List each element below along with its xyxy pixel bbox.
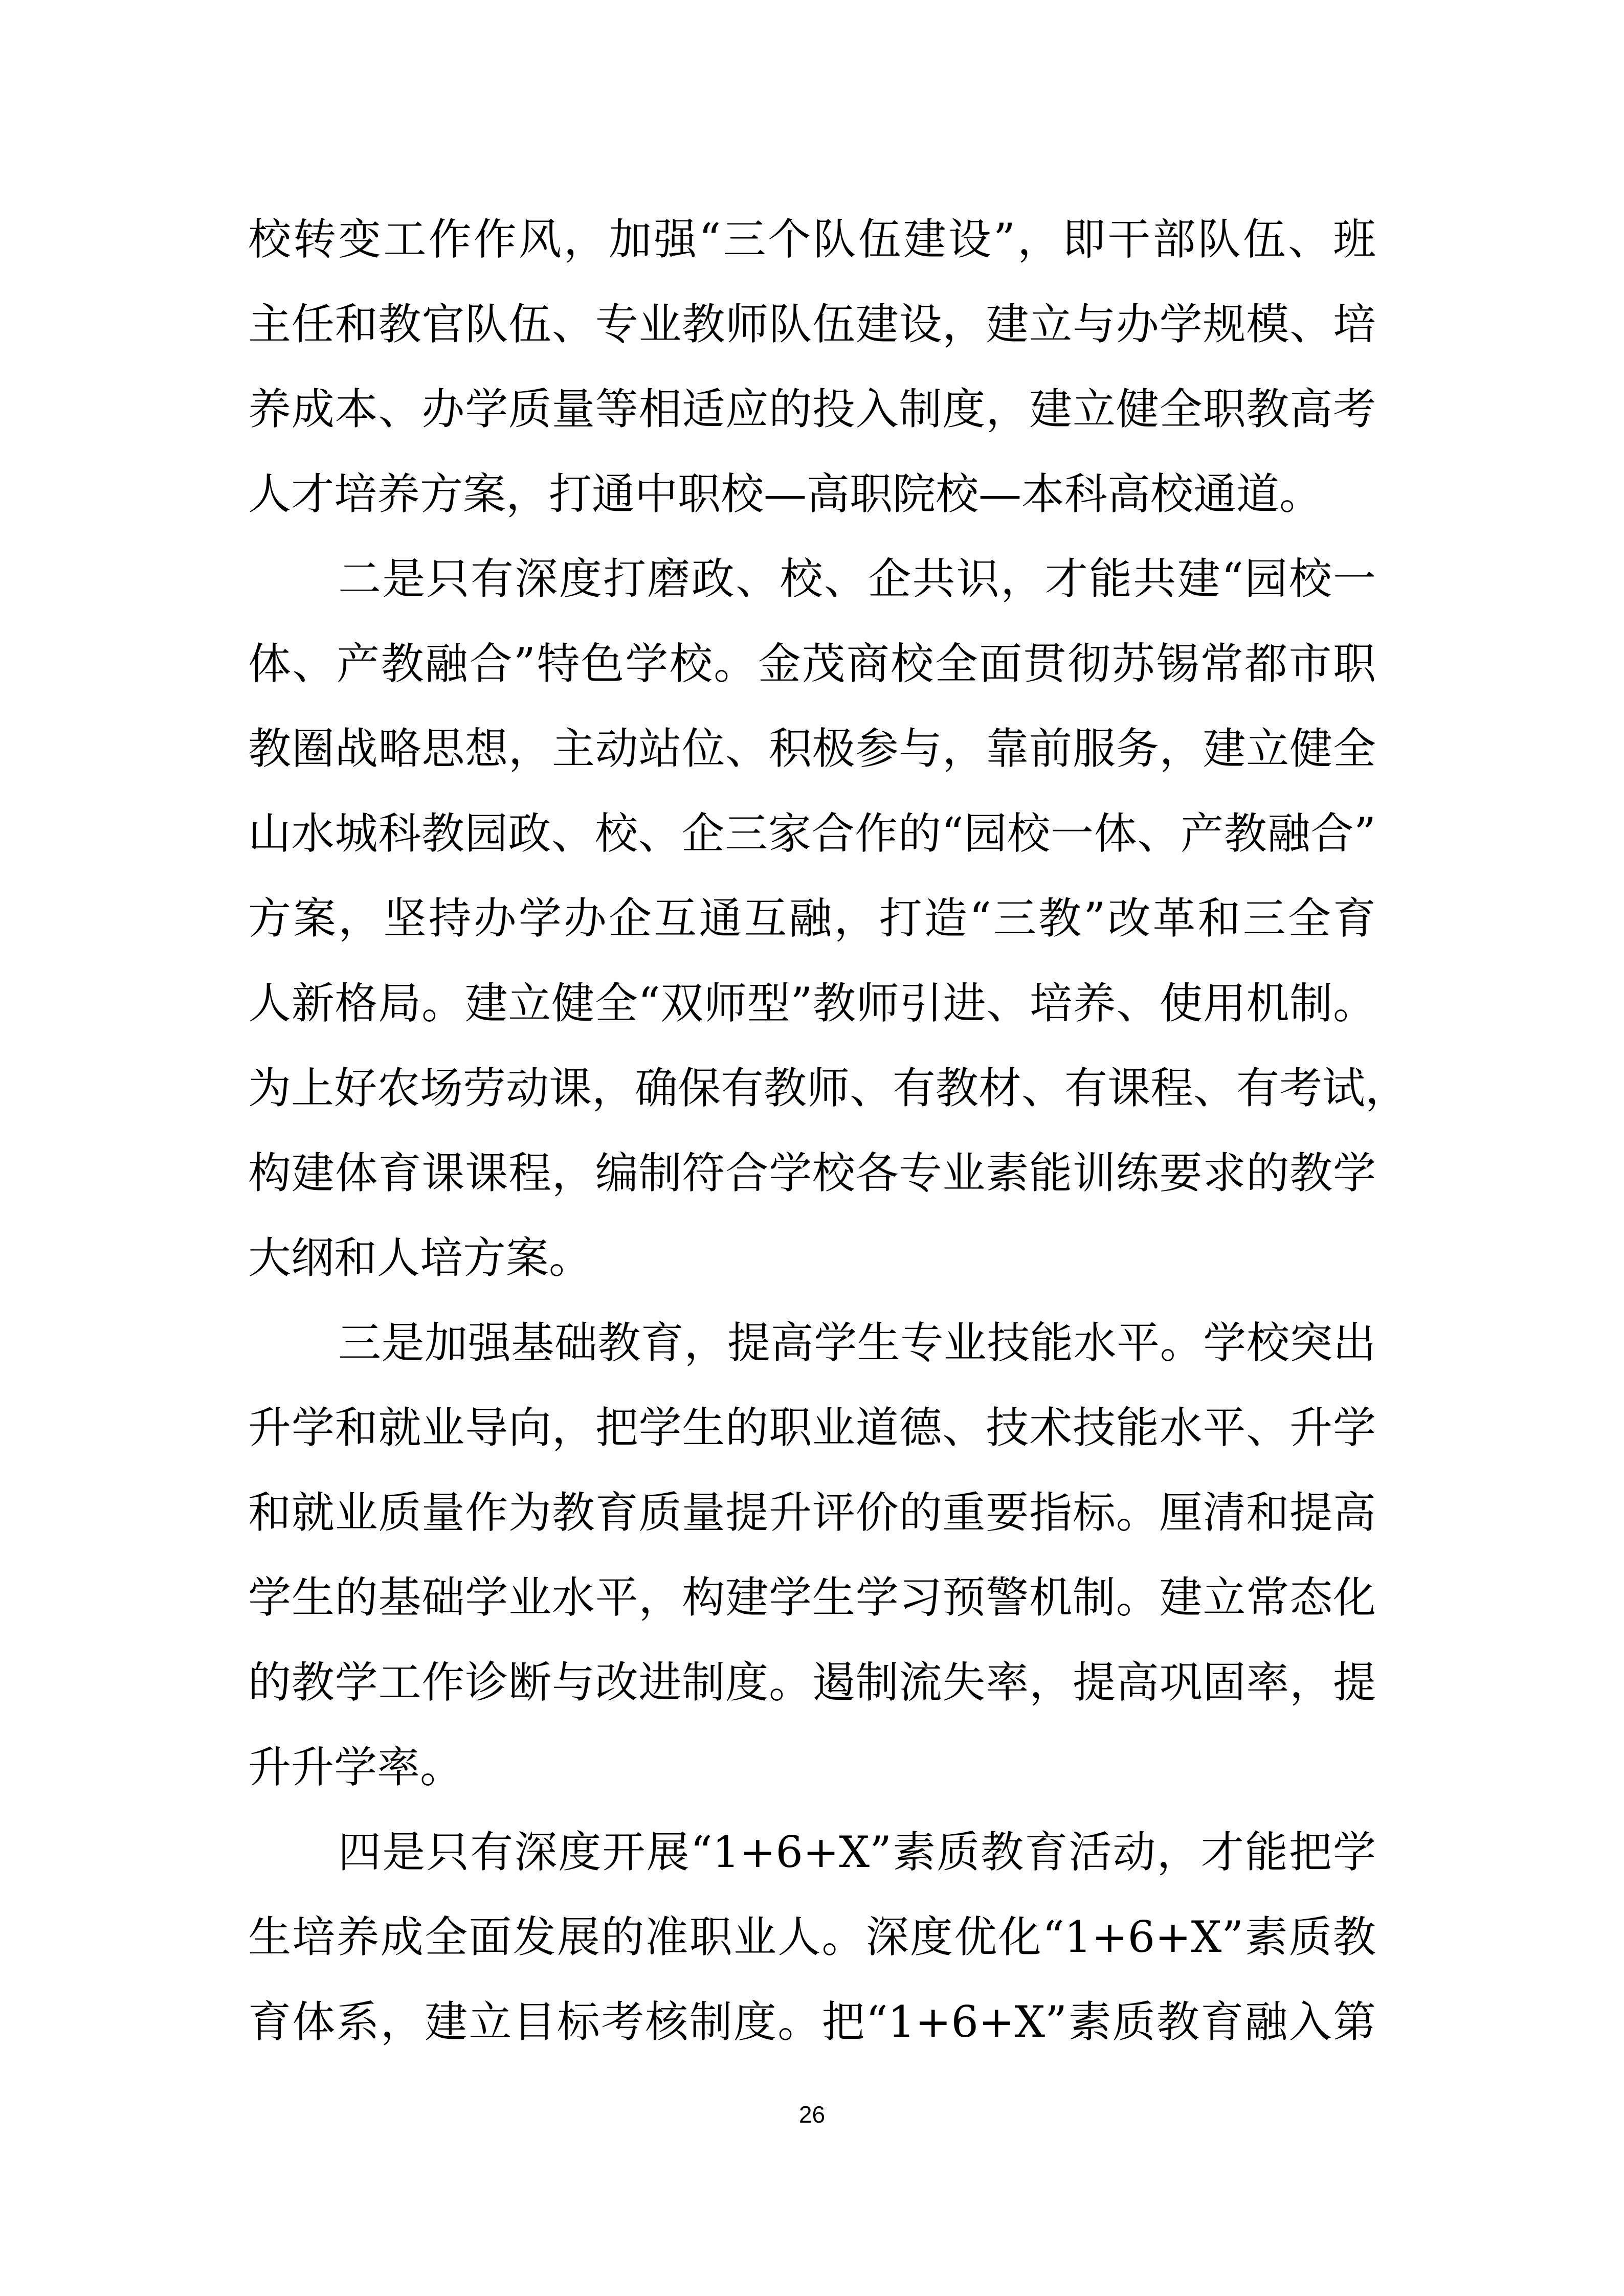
text-line: 人新格局。建立健全“双师型”教师引进、培养、使用机制。 xyxy=(248,978,1376,1028)
text-line: 人才培养方案，打通中职校—高职院校—本科高校通道。 xyxy=(248,469,1323,519)
text-line: 二是只有深度打磨政、校、企共识，才能共建“园校一 xyxy=(338,554,1376,604)
text-line: 四是只有深度开展“1+6+X”素质教育活动，才能把学 xyxy=(338,1827,1376,1877)
text-line: 的教学工作诊断与改进制度。遏制流失率，提高巩固率，提 xyxy=(248,1657,1376,1707)
text-line: 生培养成全面发展的准职业人。深度优化“1+6+X”素质教 xyxy=(248,1912,1376,1962)
text-line: 构建体育课课程，编制符合学校各专业素能训练要求的教学 xyxy=(248,1148,1376,1198)
paragraph-1 xyxy=(248,197,1376,536)
body-text xyxy=(248,197,1409,2064)
text-line: 大纲和人培方案。 xyxy=(248,1233,592,1283)
paragraph-3 xyxy=(248,1300,1376,1810)
text-line: 体、产教融合”特色学校。金茂商校全面贯彻苏锡常都市职 xyxy=(248,639,1376,689)
text-line: 主任和教官队伍、专业教师队伍建设，建立与办学规模、培 xyxy=(248,299,1376,349)
text-line: 教圈战略思想，主动站位、积极参与，靠前服务，建立健全 xyxy=(248,724,1376,774)
text-line: 和就业质量作为教育质量提升评价的重要指标。厘清和提高 xyxy=(248,1488,1376,1538)
text-line: 山水城科教园政、校、企三家合作的“园校一体、产教融合” xyxy=(248,808,1376,859)
text-line: 方案，坚持办学办企互通互融，打造“三教”改革和三全育 xyxy=(248,893,1376,943)
text-line: 为上好农场劳动课，确保有教师、有教材、有课程、有考试， xyxy=(248,1063,1409,1113)
paragraph-2 xyxy=(248,536,1409,1300)
text-line: 学生的基础学业水平，构建学生学习预警机制。建立常态化 xyxy=(248,1572,1376,1623)
page-number: 26 xyxy=(798,2101,826,2128)
text-line: 升学和就业导向，把学生的职业道德、技术技能水平、升学 xyxy=(248,1403,1376,1453)
text-line: 育体系，建立目标考核制度。把“1+6+X”素质教育融入第 xyxy=(248,1997,1376,2047)
text-line: 校转变工作作风，加强“三个队伍建设”，即干部队伍、班 xyxy=(248,214,1376,264)
text-line: 升升学率。 xyxy=(248,1742,463,1792)
paragraph-4 xyxy=(248,1810,1376,2064)
text-line: 养成本、办学质量等相适应的投入制度，建立健全职教高考 xyxy=(248,384,1376,434)
text-line: 三是加强基础教育，提高学生专业技能水平。学校突出 xyxy=(338,1318,1376,1368)
